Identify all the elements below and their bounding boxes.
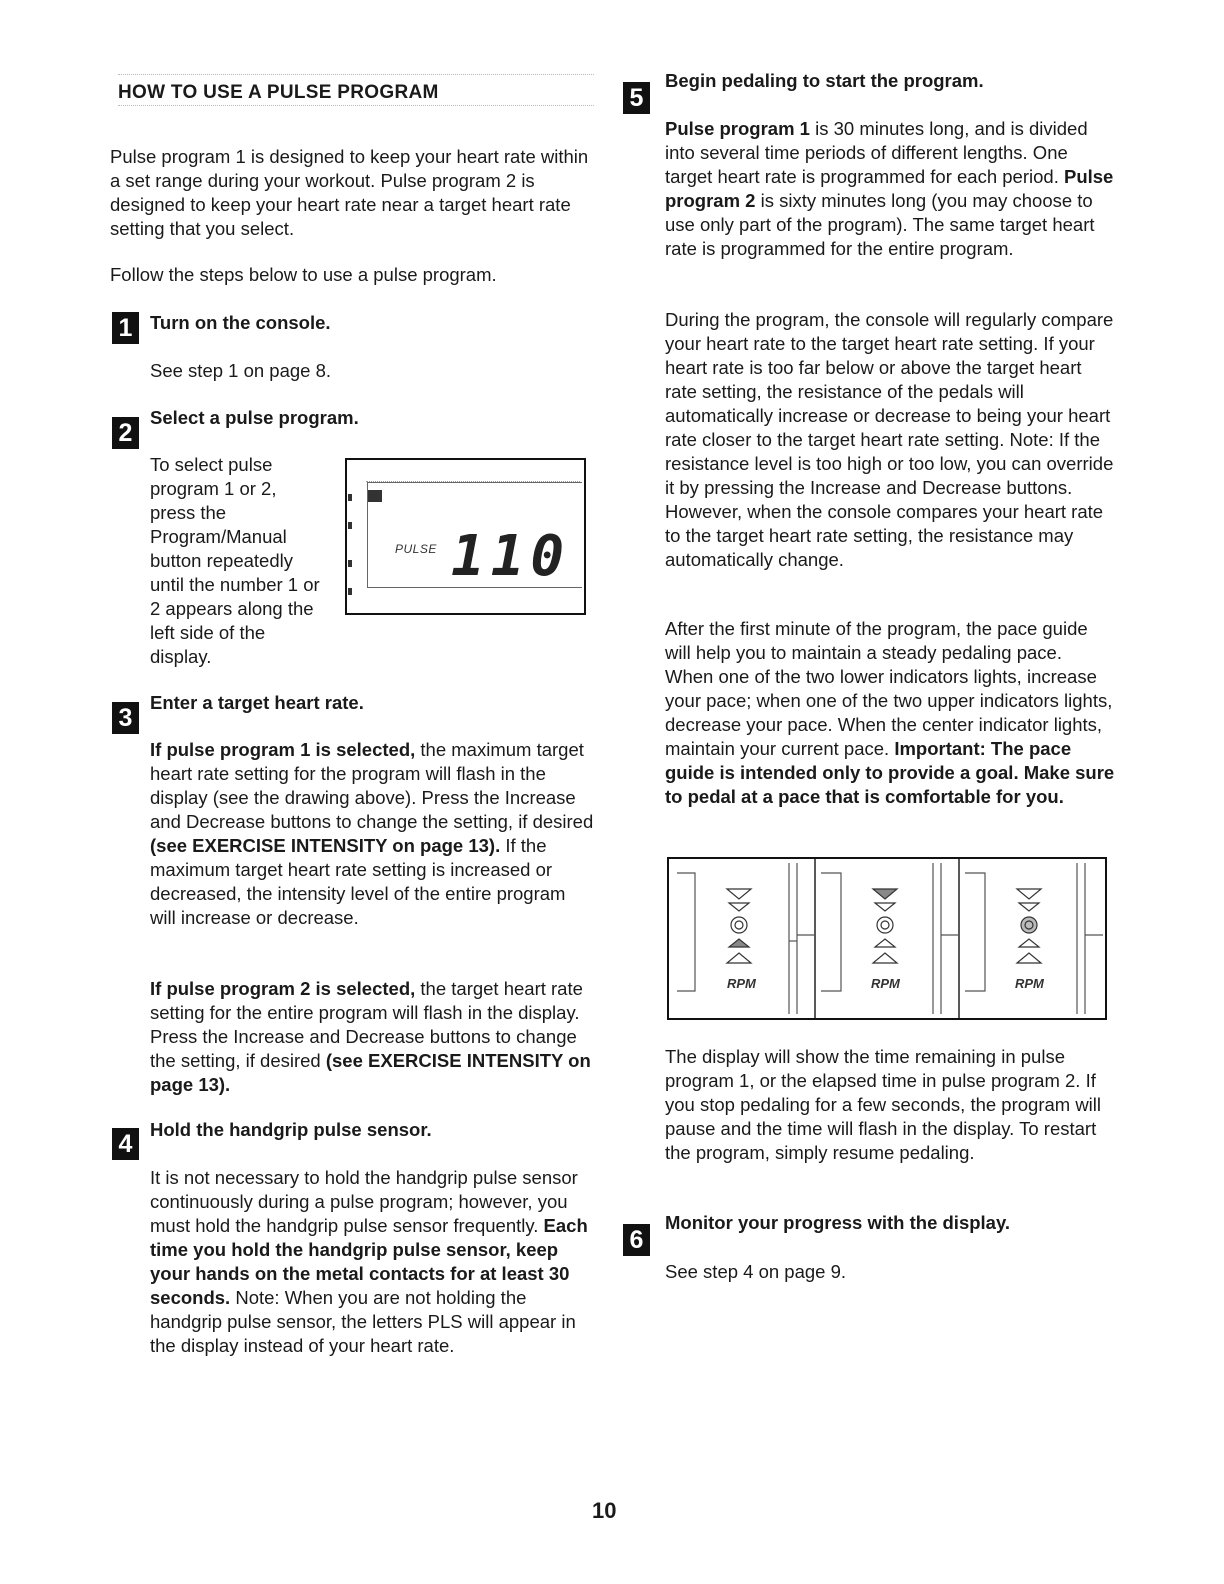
intro-paragraph-1: Pulse program 1 is designed to keep your heart rate within a set range during your workout. Pulse program 2 is designed to keep your heart rate near a target heart rate setting that you select. [110,146,589,239]
program-indicator-tick [348,522,352,529]
step-2-number: 2 [112,417,139,449]
step-5-bold-3: Important: The pace guide is intended only to provide a goal. Make sure to pedal at a pace that is comfortable for you. [665,738,1115,807]
step-3-text-3: the target heart rate setting for the entire program will flash in the display. Press the Increase and Decrease buttons to change the setting, if desired [150,978,583,1071]
step-5-paragraph-2: During the program, the console will regularly compare your heart rate to the target heart rate setting. If your heart rate is too far below or above the target heart rate setting, the resistance of the pedals will automatically increase or decrease to being your heart rate closer to the target heart rate setting. Note: If the resistance level is too high or too low, you can override it by pressing the Increase and Decrease buttons. However, when the console compares your heart rate to the target heart rate setting, the resistance may automatically change. [665,309,1114,570]
step-3-bold-3: If pulse program 2 is selected, [150,978,416,999]
step-5-paragraph-4: The display will show the time remaining in pulse program 1, or the elapsed time in pulse program 2. If you stop pedaling for a few seconds, the program will pause and the time will flash in the display. To restart the program, simply resume pedaling. [665,1046,1102,1163]
step-3-bold-2: (see EXERCISE INTENSITY on page 13). [150,835,501,856]
intro-paragraph-2: Follow the steps below to use a pulse program. [110,264,497,285]
step-3-title: Enter a target heart rate. [150,692,364,713]
step-1-title: Turn on the console. [150,312,331,333]
rpm-label-3: RPM [1015,976,1044,991]
step-5-paragraph-1 [665,117,1115,261]
pulse-label: PULSE [395,542,437,556]
step-4-text-1: It is not necessary to hold the handgrip pulse sensor continuously during a pulse program; however, you must hold the handgrip pulse sensor frequently. [150,1167,578,1236]
step-3-text-2: If the maximum target heart rate setting is increased or decreased, the intensity level of the entire program will increase or decrease. [150,835,566,928]
step-3-bold-4: (see EXERCISE INTENSITY on page 13). [150,1050,591,1095]
step-4-title: Hold the handgrip pulse sensor. [150,1119,432,1140]
pace-guide-drawing [667,857,1107,1020]
step-2-body: To select pulse program 1 or 2, press the Program/Manual button repeatedly until the number 1 or 2 appears along the left side of the display. [150,454,320,667]
step-5-paragraph-3 [665,617,1115,809]
pace-guide-svg [669,859,1105,1018]
page-number: 10 [592,1498,617,1523]
step-4-text-2: Note: When you are not holding the handgrip pulse sensor, the letters PLS will appear in the display instead of your heart rate. [150,1287,576,1356]
section-title: HOW TO USE A PULSE PROGRAM [118,82,439,103]
step-2-title: Select a pulse program. [150,407,359,428]
display-top-line [366,481,580,484]
step-5-text-3: After the first minute of the program, the pace guide will help you to maintain a steady pedaling pace. When one of the two lower indicators lights, increase your pace; when one of the two upper indicators lights, decrease your pace. When the center indicator lights, maintain your current pace. [665,618,1113,759]
program-segment-icon [368,490,382,502]
step-5-text-2: is sixty minutes long (you may choose to use only part of the program). The same target heart rate is programmed for the entire program. [665,190,1095,259]
step-3-bold-1: If pulse program 1 is selected, [150,739,416,760]
console-display-drawing [345,458,586,615]
step-3-paragraph-1 [150,738,595,930]
step-5-bold-2: Pulse program 2 [665,166,1114,211]
program-indicator-tick [348,560,352,567]
step-5-title: Begin pedaling to start the program. [665,70,984,91]
step-6-title: Monitor your progress with the display. [665,1212,1011,1233]
step-4-body [150,1166,590,1358]
program-indicator-tick [348,588,352,595]
step-1-number: 1 [112,312,139,344]
step-1-body: See step 1 on page 8. [150,360,332,381]
step-3-number: 3 [112,702,139,734]
step-6-body: See step 4 on page 9. [665,1261,847,1282]
step-5-text-1: is 30 minutes long, and is divided into several time periods of different lengths. One target heart rate is programmed for each period. [665,118,1088,187]
pulse-value: 110 [451,524,571,589]
step-3-text-1: the maximum target heart rate setting for the program will flash in the display (see the drawing above). Press the Increase and Decrease buttons to change the setting, if desired [150,739,594,832]
rpm-label-1: RPM [727,976,756,991]
step-4-bold: Each time you hold the handgrip pulse sensor, keep your hands on the metal contacts for at least 30 seconds. [150,1215,588,1308]
step-5-number: 5 [623,82,650,114]
step-4-number: 4 [112,1128,139,1160]
step-6-number: 6 [623,1224,650,1256]
program-indicator-tick [348,494,352,501]
rpm-label-2: RPM [871,976,900,991]
step-3-paragraph-2 [150,977,595,1097]
step-5-bold-1: Pulse program 1 [665,118,810,139]
